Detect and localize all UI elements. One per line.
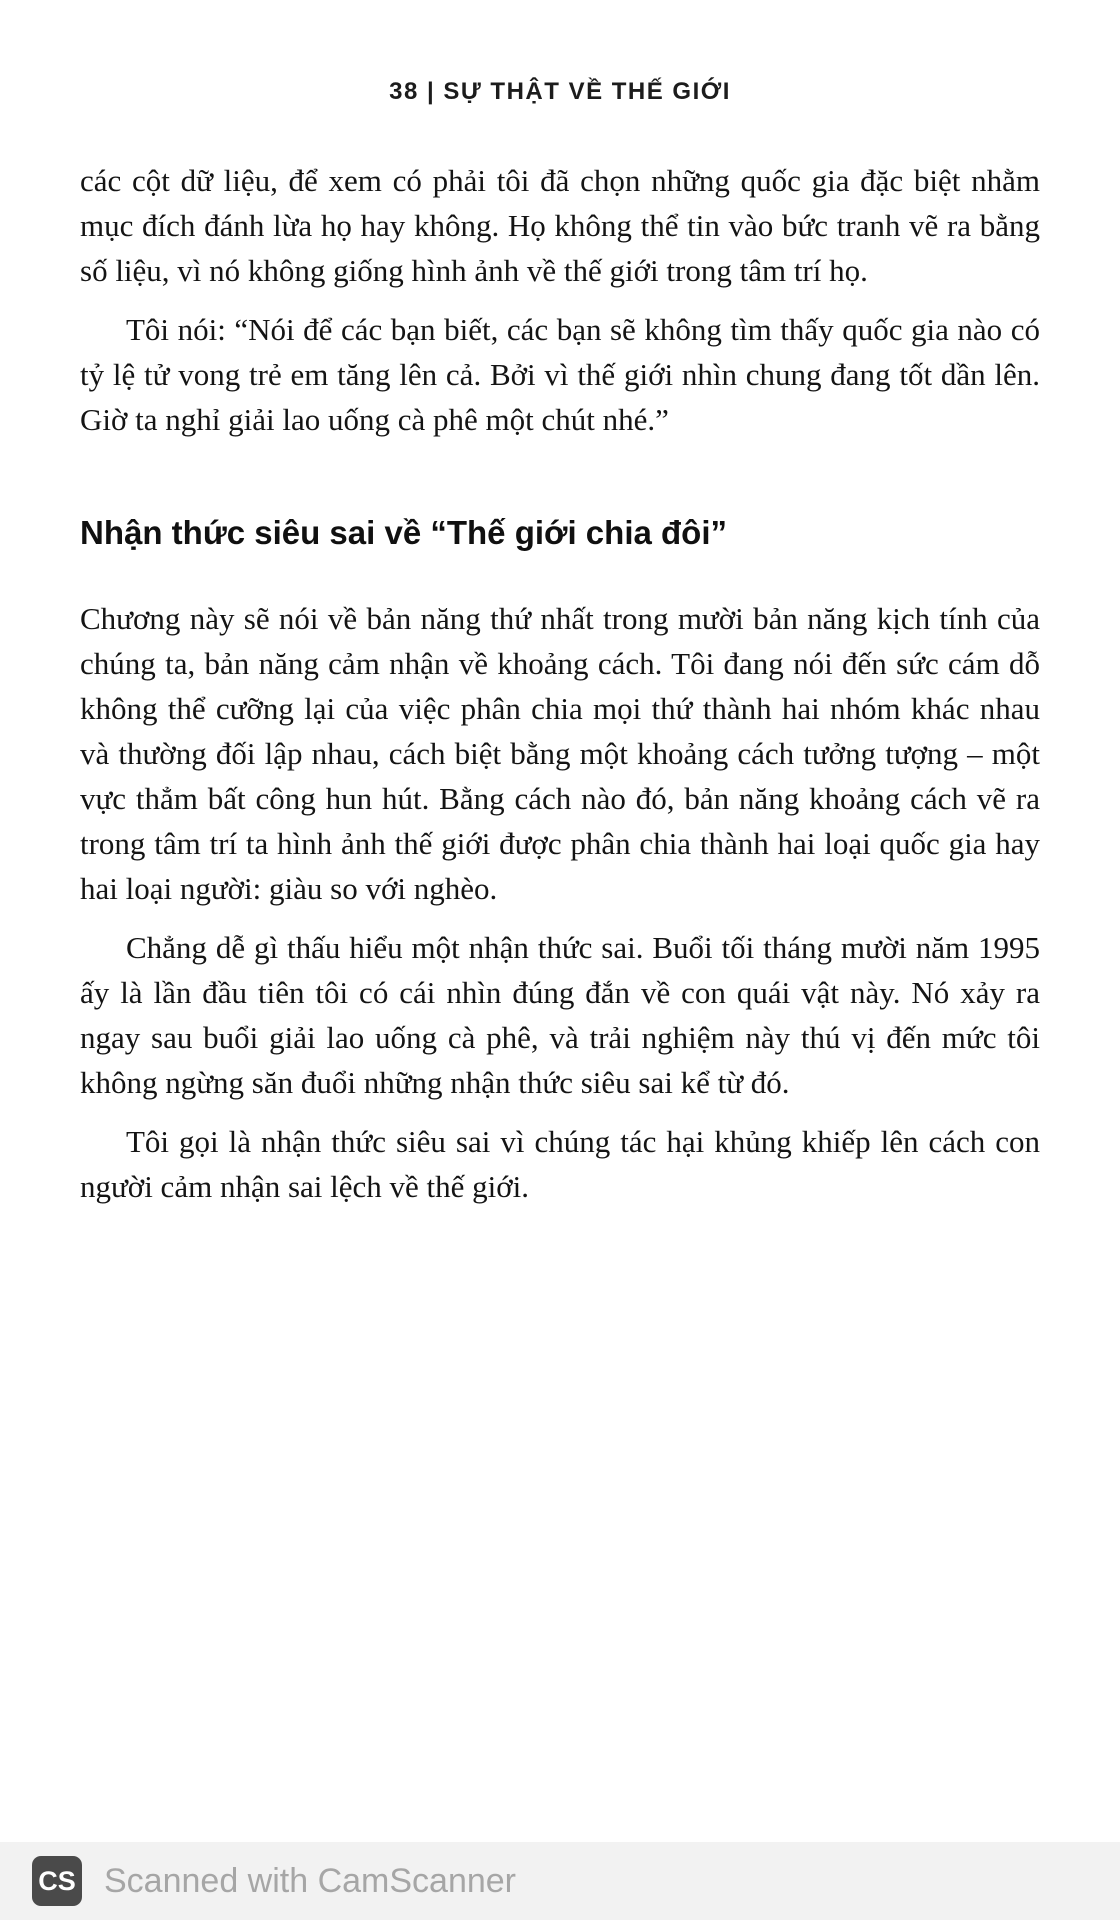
camscanner-logo-icon: CS — [32, 1856, 82, 1906]
paragraph: Chẳng dễ gì thấu hiểu một nhận thức sai. Buổi tối tháng mười năm 1995 ấy là lần đầu tiên tôi có cái nhìn đúng đắn về con quái vật này. Nó xảy ra ngay sau buổi giải lao uống cà phê, và trải nghiệm này thú vị đến mức tôi không ngừng săn đuổi những nhận thức siêu sai kể từ đó. — [80, 930, 1040, 1100]
page-content — [0, 158, 1120, 1209]
camscanner-watermark: Scanned with CamScanner — [104, 1861, 517, 1900]
section-heading: Nhận thức siêu sai về “Thế giới chia đôi” — [80, 514, 727, 551]
paragraph-section-intro: Chương này sẽ nói về bản năng thứ nhất trong mười bản năng kịch tính của chúng ta, bản năng cảm nhận về khoảng cách. Tôi đang nói đến sức cám dỗ không thể cưỡng lại của việc phân chia mọi thứ thành hai nhóm khác nhau và thường đối lập nhau, cách biệt bằng một khoảng cách tưởng tượng – một vực thẳm bất công hun hút. Bằng cách nào đó, bản năng khoảng cách vẽ ra trong tâm trí ta hình ảnh thế giới được phân chia thành hai loại quốc gia hay hai loại người: giàu so với nghèo. — [80, 601, 1040, 906]
paragraph-continuation: các cột dữ liệu, để xem có phải tôi đã chọn những quốc gia đặc biệt nhằm mục đích đánh lừa họ hay không. Họ không thể tin vào bức tranh vẽ ra bằng số liệu, vì nó không giống hình ảnh về thế giới trong tâm trí họ. — [80, 163, 1040, 288]
paragraph: Tôi gọi là nhận thức siêu sai vì chúng tác hại khủng khiếp lên cách con người cảm nhận sai lệch về thế giới. — [80, 1124, 1040, 1204]
page-header: 38 | SỰ THẬT VỀ THẾ GIỚI — [389, 78, 731, 105]
camscanner-footer — [0, 1842, 1120, 1920]
paragraph-quote: Tôi nói: “Nói để các bạn biết, các bạn sẽ không tìm thấy quốc gia nào có tỷ lệ tử vong trẻ em tăng lên cả. Bởi vì thế giới nhìn chung đang tốt dần lên. Giờ ta nghỉ giải lao uống cà phê một chút nhé.” — [80, 312, 1040, 437]
